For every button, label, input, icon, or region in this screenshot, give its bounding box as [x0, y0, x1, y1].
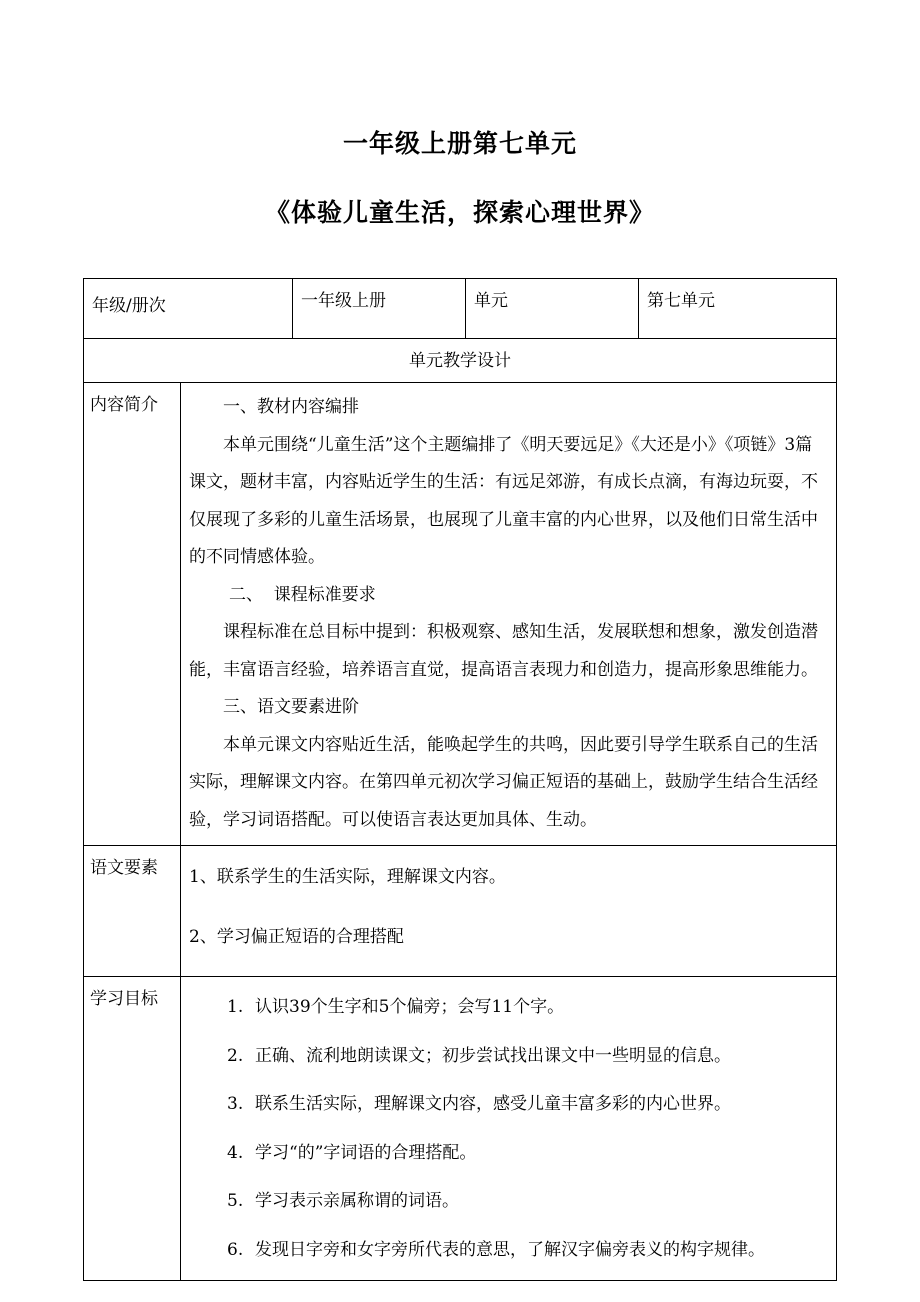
learning-goals-list — [189, 983, 828, 1274]
grade-value: 一年级上册 — [293, 279, 466, 339]
learning-goals-body — [181, 977, 837, 1281]
unit-design-table — [83, 278, 837, 1281]
language-element-item: 2、学习偏正短语的合理搭配 — [189, 926, 404, 947]
goal-item: 1. 认识39个生字和5个偏旁；会写11个字。 — [227, 997, 565, 1017]
section3-heading: 三、语文要素进阶 — [223, 697, 359, 717]
unit-value: 第七单元 — [639, 279, 837, 339]
section1-text: 本单元围绕“儿童生活”这个主题编排了《明天要远足》《大还是小》《项链》3篇课文，题材丰富，内容贴近学生的生活：有远足郊游，有成长点滴，有海边玩耍，不仅展现了多彩的儿童生活场景，也展现了儿童丰富的内心世界，以及他们日常生活中的不同情感体验。 — [189, 434, 818, 567]
document-title: 一年级上册第七单元 — [342, 129, 577, 158]
section2-heading: 二、 课程标准要求 — [229, 584, 376, 605]
learning-goals-label: 学习目标 — [84, 977, 181, 1281]
goal-item: 2. 正确、流利地朗读课文；初步尝试找出课文中一些明显的信息。 — [227, 1045, 731, 1066]
learning-goals-row — [84, 977, 837, 1281]
section3-text: 本单元课文内容贴近生活，能唤起学生的共鸣，因此要引导学生联系自己的生活实际，理解课文内容。在第四单元初次学习偏正短语的基础上，鼓励学生结合生活经验，学习词语搭配。可以使语言表达更加具体、生动。 — [189, 734, 818, 830]
info-row — [84, 279, 837, 339]
section2-text: 课程标准在总目标中提到：积极观察、感知生活，发展联想和想象，激发创造潜能，丰富语言经验，培养语言直觉，提高语言表现力和创造力，提高形象思维能力。 — [189, 622, 818, 680]
design-header: 单元教学设计 — [84, 339, 837, 383]
goal-item: 5. 学习表示亲属称谓的词语。 — [227, 1191, 459, 1211]
content-intro-row — [84, 383, 837, 846]
section1-heading: 一、教材内容编排 — [223, 397, 359, 417]
grade-label: 年级/册次 — [84, 279, 293, 339]
design-header-row — [84, 339, 837, 383]
language-elements-body — [181, 846, 837, 977]
language-elements-row — [84, 846, 837, 977]
content-intro-label: 内容简介 — [84, 383, 181, 846]
language-elements-label: 语文要素 — [84, 846, 181, 977]
content-intro-body — [181, 383, 837, 846]
language-element-item: 1、联系学生的生活实际，理解课文内容。 — [189, 867, 506, 887]
document-subtitle: 《体验儿童生活，探索心理世界》 — [264, 198, 655, 227]
goal-item: 3. 联系生活实际，理解课文内容，感受儿童丰富多彩的内心世界。 — [227, 1094, 731, 1114]
unit-label: 单元 — [466, 279, 639, 339]
goal-item: 6. 发现日字旁和女字旁所代表的意思，了解汉字偏旁表义的构字规律。 — [227, 1239, 765, 1260]
goal-item: 4. 学习“的”字词语的合理搭配。 — [227, 1142, 477, 1163]
